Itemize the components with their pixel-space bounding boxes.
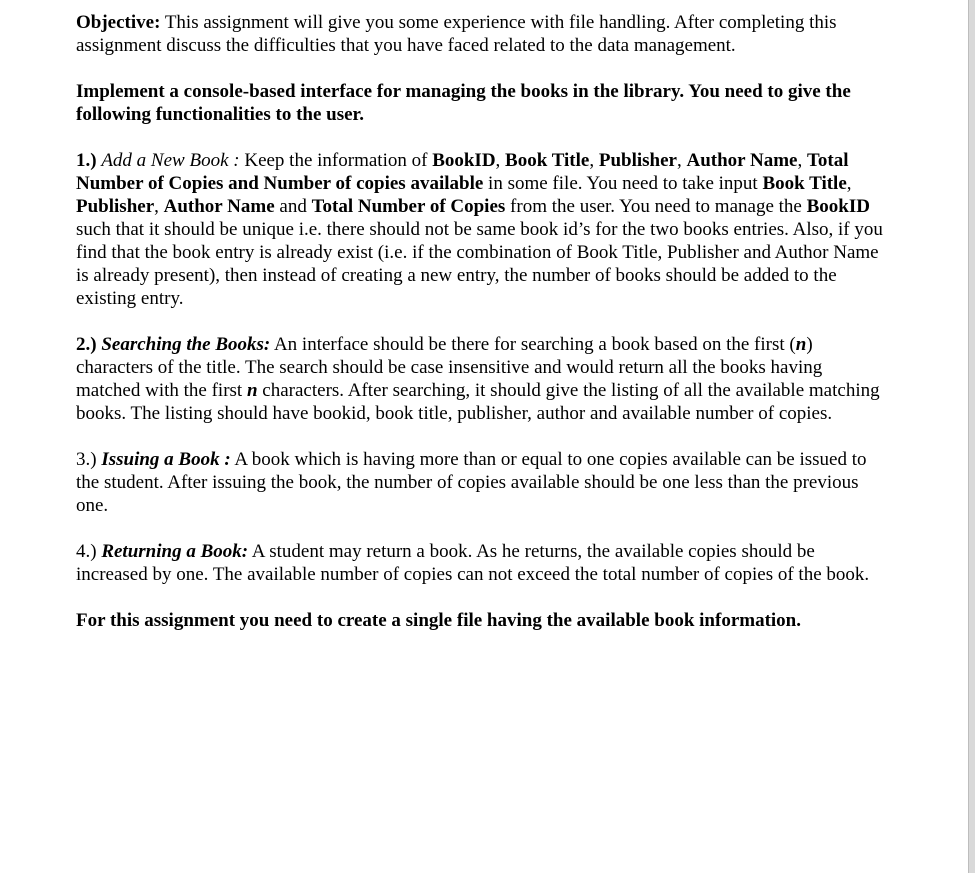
item1-text: , (154, 196, 164, 217)
item1-bold-publisher: Publisher (598, 150, 677, 171)
item1-text: , (797, 150, 807, 171)
item2-text: An interface should be there for searching a book based on the first ( (270, 334, 796, 355)
item-return-book (76, 540, 886, 586)
item1-text: such that it should be unique i.e. there should not be same book id’s for the two books entries. Also, if you find that the book entry is already exist (i.e. if the combination of Book Title, Publisher and Author Name is already present), then instead of creating a new entry, the number of books should be added to the existing entry. (76, 219, 883, 309)
item1-bold-booktitle: Book Title (505, 150, 590, 171)
closing-paragraph (76, 609, 886, 632)
intro-text: Implement a console-based interface for managing the books in the library. You need to give the following functionalities to the user. (76, 81, 851, 125)
item-issue-book (76, 448, 886, 517)
item1-bold-booktitle-input: Book Title (762, 173, 847, 194)
item2-n: n (795, 334, 807, 355)
objective-label: Objective: (76, 12, 161, 33)
item4-title: Returning a Book: (101, 541, 249, 562)
item1-bold-totalcopies-input: Total Number of Copies (311, 196, 506, 217)
item1-bold-copies: Total Number of Copies and Number of copies available (76, 150, 849, 194)
item1-number: 1.) (76, 150, 97, 171)
document-page (76, 11, 886, 655)
closing-text: For this assignment you need to create a single file having the available book information. (76, 610, 801, 631)
item2-text: characters. After searching, it should give the listing of all the available matching books. The listing should have bookid, book title, publisher, author and available number of copies. (76, 380, 880, 424)
item1-text: Keep the information of (239, 150, 433, 171)
item3-text: A book which is having more than or equal to one copies available can be issued to the student. After issuing the book, the number of copies available should be one less than the previous one. (76, 449, 867, 516)
item1-text: , (589, 150, 599, 171)
item1-bold-bookid-manage: BookID (806, 196, 870, 217)
objective-paragraph (76, 11, 886, 57)
item-search-books (76, 333, 886, 425)
item1-text: from the user. You need to manage the (505, 196, 807, 217)
item3-number: 3.) (76, 449, 102, 470)
item-add-book (76, 149, 886, 310)
item1-bold-publisher-input: Publisher (76, 196, 155, 217)
item2-text: ) characters of the title. The search should be case insensitive and would return all the books having matched with the first (76, 334, 823, 401)
item1-bold-bookid: BookID (432, 150, 496, 171)
item4-number: 4.) (76, 541, 102, 562)
item1-bold-authorname-input: Author Name (163, 196, 275, 217)
item1-bold-authorname: Author Name (686, 150, 798, 171)
item1-text: in some file. You need to take input (483, 173, 763, 194)
item1-text: , (676, 150, 687, 171)
objective-text: This assignment will give you some experience with file handling. After completing this assignment discuss the difficulties that you have faced related to the data management. (76, 12, 837, 56)
item3-title: Issuing a Book : (101, 449, 231, 470)
item1-title: Add a New Book : (101, 150, 240, 171)
item2-n: n (246, 380, 258, 401)
item1-text: and (274, 196, 312, 217)
item2-title: Searching the Books: (101, 334, 271, 355)
item4-text: A student may return a book. As he returns, the available copies should be increased by one. The available number of copies can not exceed the total number of copies of the book. (76, 541, 870, 585)
intro-paragraph (76, 80, 886, 126)
item2-number: 2.) (76, 334, 97, 355)
window-edge (968, 0, 975, 873)
item1-text: , (846, 173, 852, 194)
item1-text: , (495, 150, 506, 171)
